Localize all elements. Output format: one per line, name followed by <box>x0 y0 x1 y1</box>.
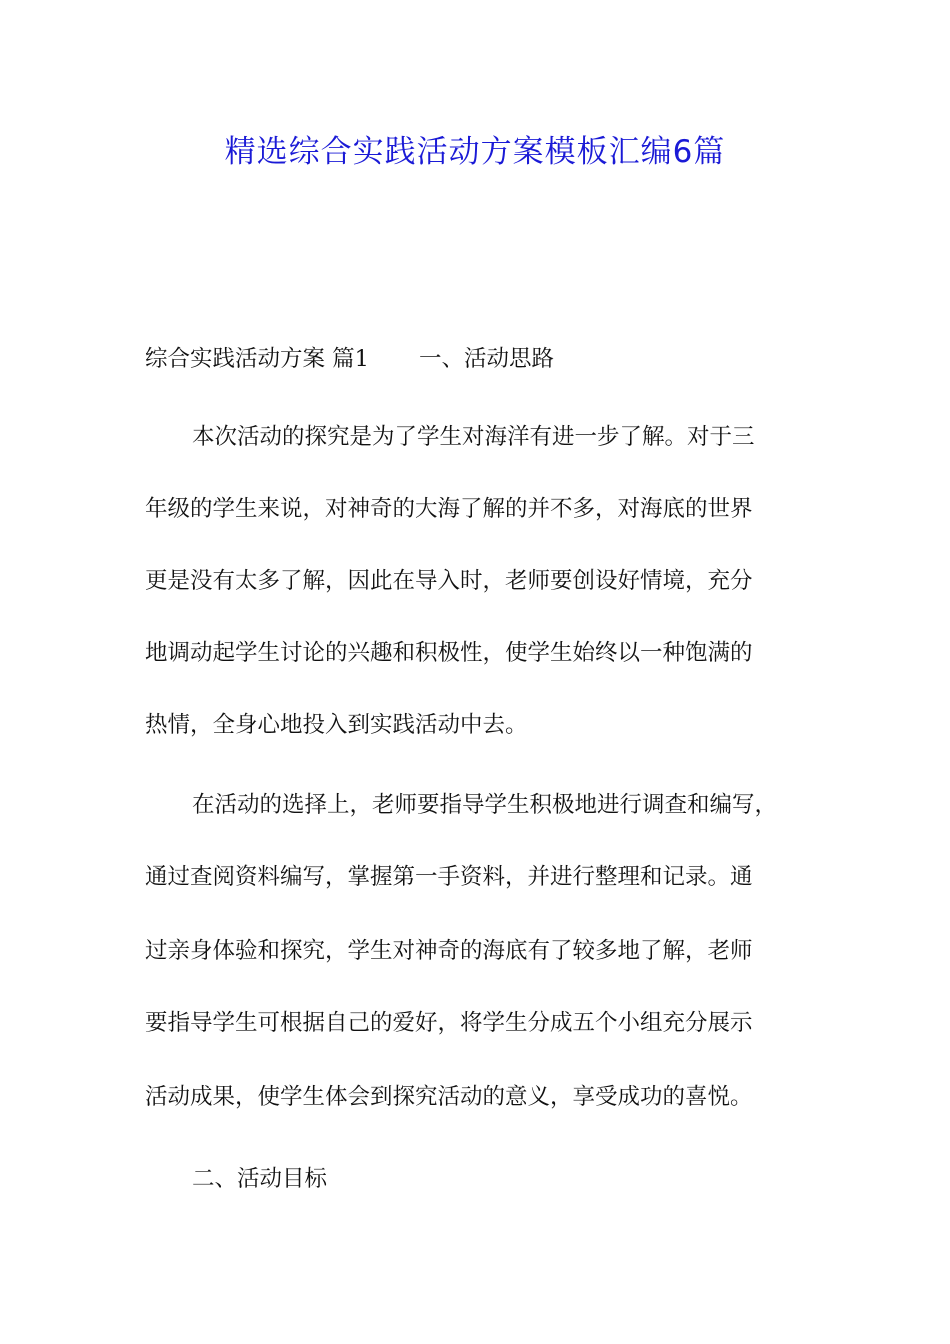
paragraph-1-line-2: 年级的学生来说，对神奇的大海了解的并不多，对海底的世界 <box>145 496 753 522</box>
paragraph-2-line-1: 在活动的选择上，老师要指导学生积极地进行调查和编写， <box>192 792 778 818</box>
document-title: 精选综合实践活动方案模板汇编6篇 <box>224 134 726 170</box>
paragraph-2-line-3: 过亲身体验和探究，学生对神奇的海底有了较多地了解，老师 <box>145 938 753 964</box>
section-heading-2: 二、活动目标 <box>192 1166 328 1192</box>
paragraph-1-line-4: 地调动起学生讨论的兴趣和积极性，使学生始终以一种饱满的 <box>145 640 753 666</box>
paragraph-1-line-1: 本次活动的探究是为了学生对海洋有进一步了解。对于三 <box>192 424 755 450</box>
paragraph-2-line-4: 要指导学生可根据自己的爱好，将学生分成五个小组充分展示 <box>145 1010 753 1036</box>
paragraph-2-line-2: 通过查阅资料编写，掌握第一手资料，并进行整理和记录。通 <box>145 864 753 890</box>
section-heading-1: 一、活动思路 <box>418 346 554 372</box>
section-header-line <box>145 344 554 374</box>
paragraph-1-line-5: 热情，全身心地投入到实践活动中去。 <box>145 712 528 738</box>
paragraph-2-line-5: 活动成果，使学生体会到探究活动的意义，享受成功的喜悦。 <box>145 1084 753 1110</box>
section-label: 综合实践活动方案 篇1 <box>145 346 369 372</box>
paragraph-1-line-3: 更是没有太多了解，因此在导入时，老师要创设好情境，充分 <box>145 568 753 594</box>
